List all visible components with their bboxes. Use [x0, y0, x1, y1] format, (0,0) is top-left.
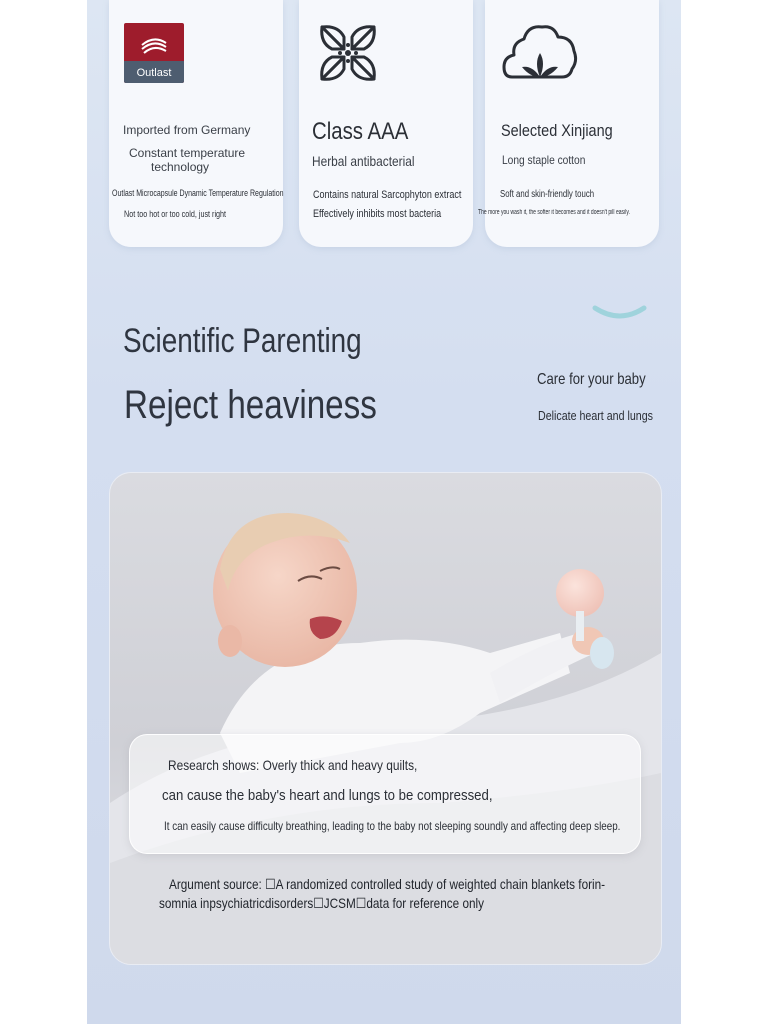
source-line1: Argument source: ☐A randomized controlled study of weighted chain blankets forin- [169, 876, 606, 892]
feature-1-detail1: Outlast Microcapsule Dynamic Temperature Regulation [112, 188, 284, 198]
source-line2: somnia inpsychiatricdisorders☐JCSM☐data for reference only [159, 895, 485, 911]
outlast-logo-text: Outlast [136, 67, 172, 79]
feature-3-subtitle: Long staple cotton [502, 153, 586, 167]
feature-2-detail1: Contains natural Sarcophyton extract [313, 189, 462, 201]
feature-2-detail2: Effectively inhibits most bacteria [313, 208, 442, 220]
research-line3: It can easily cause difficulty breathing, leading to the baby not sleeping soundly and affecting deep sleep. [164, 819, 621, 833]
feature-1-line1: Imported from Germany [123, 123, 251, 137]
cotton-icon [502, 21, 578, 83]
side-text-care: Care for your baby [537, 371, 646, 388]
feature-2-title: Class AAA [312, 118, 409, 145]
side-text-heart-lungs: Delicate heart and lungs [538, 408, 653, 423]
feature-2-subtitle: Herbal antibacterial [312, 153, 415, 169]
decorative-arc [592, 302, 648, 322]
heading-reject-heaviness: Reject heaviness [124, 383, 377, 427]
outlast-logo [124, 23, 184, 83]
feature-3-detail2: The more you wash it, the softer it becomes and it doesn't pill easily. [478, 209, 630, 216]
feature-1-line2a: Constant temperature [129, 146, 246, 160]
outlast-swirl-icon [140, 37, 168, 55]
heading-scientific-parenting: Scientific Parenting [123, 322, 362, 360]
research-line1: Research shows: Overly thick and heavy quilts, [168, 757, 418, 773]
feature-1-detail2: Not too hot or too cold, just right [124, 209, 227, 219]
feature-1-line2b: technology [151, 160, 210, 174]
research-line2: can cause the baby's heart and lungs to be compressed, [162, 787, 493, 804]
leaf-flower-icon [318, 23, 378, 83]
feature-3-detail1: Soft and skin-friendly touch [500, 189, 595, 200]
feature-3-title: Selected Xinjiang [501, 121, 613, 140]
